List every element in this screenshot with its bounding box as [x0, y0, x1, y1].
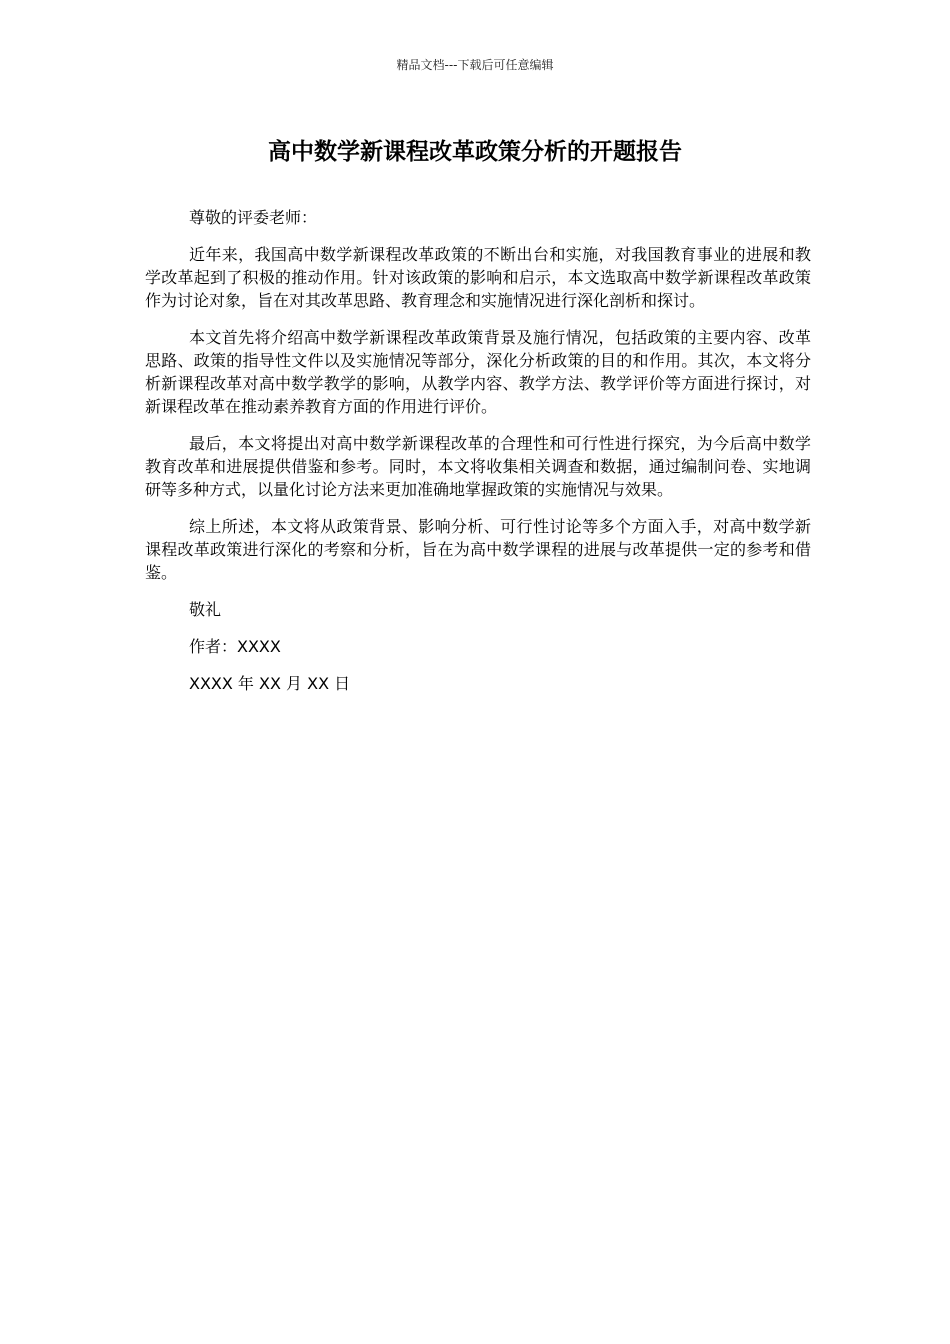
paragraph-summary: 综上所述，本文将从政策背景、影响分析、可行性讨论等多个方面入手，对高中数学新课程改革政策进行深化的考察和分析，旨在为高中数学课程的进展与改革提供一定的参考和借鉴。	[145, 517, 811, 582]
document-title: 高中数学新课程改革政策分析的开题报告	[268, 139, 682, 165]
salutation: 尊敬的评委老师：	[189, 208, 318, 227]
paragraph-intro: 近年来，我国高中数学新课程改革政策的不断出台和实施，对我国教育事业的进展和教学改革起到了积极的推动作用。针对该政策的影响和启示，本文选取高中数学新课程改革政策作为讨论对象，旨在对其改革思路、教育理念和实施情况进行深化剖析和探讨。	[145, 245, 811, 310]
author-line: 作者：XXXX	[189, 637, 281, 656]
paragraph-policy-background: 本文首先将介绍高中数学新课程改革政策背景及施行情况，包括政策的主要内容、改革思路、政策的指导性文件以及实施情况等部分，深化分析政策的目的和作用。其次，本文将分析新课程改革对高中数学教学的影响，从教学内容、教学方法、教学评价等方面进行探讨，对新课程改革在推动素养教育方面的作用进行评价。	[145, 328, 811, 416]
paragraph-feasibility: 最后，本文将提出对高中数学新课程改革的合理性和可行性进行探究，为今后高中数学教育改革和进展提供借鉴和参考。同时，本文将收集相关调查和数据，通过编制问卷、实地调研等多种方式，以量化讨论方法来更加准确地掌握政策的实施情况与效果。	[145, 434, 811, 499]
document-body	[145, 206, 811, 709]
date-line: XXXX 年 XX 月 XX 日	[189, 674, 351, 693]
closing: 敬礼	[189, 600, 222, 619]
header-note: 精品文档---下载后可任意编辑	[396, 58, 554, 72]
